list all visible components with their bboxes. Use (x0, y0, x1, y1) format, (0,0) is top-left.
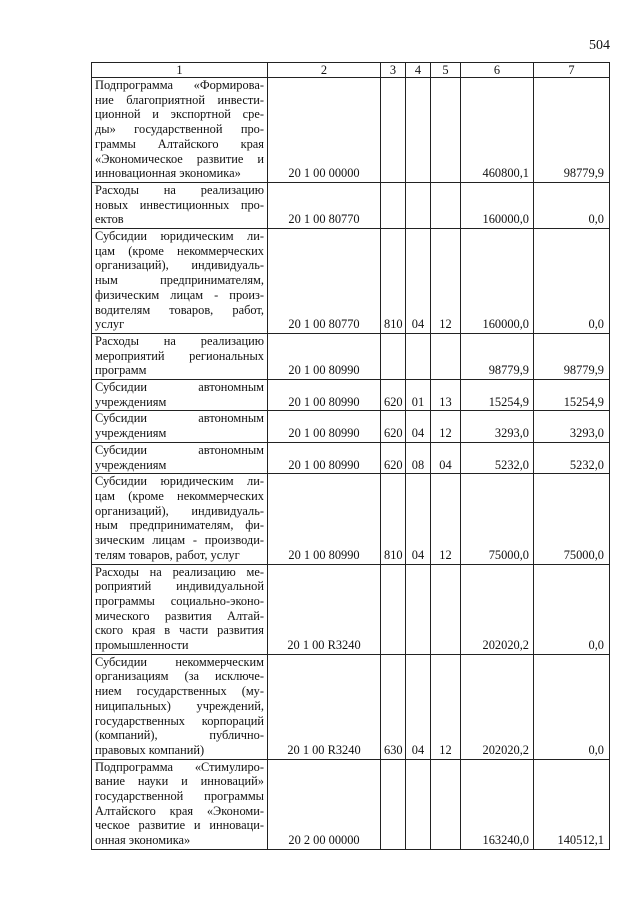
row-col-5: 13 (431, 380, 461, 411)
row-col-4: 04 (406, 474, 431, 564)
description-line: Расходы на реализацию ме- (95, 564, 264, 579)
description-line: Субсидии автономным (95, 380, 264, 395)
row-col-4 (406, 333, 431, 379)
row-description (92, 78, 268, 183)
row-code: 20 1 00 80990 (268, 411, 381, 442)
row-col-3: 630 (381, 654, 406, 759)
header-col-3: 3 (381, 63, 406, 78)
description-line: вание науки и инноваций» (95, 774, 264, 789)
row-col-5 (431, 759, 461, 849)
table-row (92, 442, 610, 473)
description-line: цам (кроме некоммерческих (95, 243, 264, 258)
row-col-3 (381, 182, 406, 228)
row-code: 20 1 00 R3240 (268, 654, 381, 759)
row-code: 20 1 00 00000 (268, 78, 381, 183)
row-code: 20 1 00 80770 (268, 182, 381, 228)
row-description (92, 442, 268, 473)
description-line: учреждениям (95, 457, 167, 472)
table-row (92, 182, 610, 228)
description-line: (компаний), публично- (95, 728, 264, 743)
description-line: граммы Алтайского края (95, 136, 264, 151)
description-line: услуг (95, 317, 125, 332)
row-code: 20 1 00 R3240 (268, 564, 381, 654)
row-description (92, 333, 268, 379)
row-col-6: 15254,9 (461, 380, 534, 411)
description-line: государственных корпораций (95, 713, 264, 728)
table-row (92, 411, 610, 442)
row-col-7: 0,0 (534, 182, 610, 228)
table-row (92, 474, 610, 564)
description-line: Субсидии автономным (95, 442, 264, 457)
description-line: мероприятий региональных (95, 348, 264, 363)
row-col-3 (381, 333, 406, 379)
row-col-7: 5232,0 (534, 442, 610, 473)
row-col-3: 810 (381, 229, 406, 334)
row-col-5: 12 (431, 654, 461, 759)
description-line: Субсидии некоммерческим (95, 654, 264, 669)
description-line: учреждениям (95, 426, 167, 441)
row-col-7: 0,0 (534, 229, 610, 334)
description-line: ционной и экспортной сре- (95, 107, 264, 122)
row-col-4: 04 (406, 411, 431, 442)
description-line: государственной программы (95, 789, 264, 804)
row-col-6: 460800,1 (461, 78, 534, 183)
row-code: 20 1 00 80990 (268, 380, 381, 411)
row-col-4: 01 (406, 380, 431, 411)
description-line: организаций), индивидуаль- (95, 503, 264, 518)
row-col-7: 140512,1 (534, 759, 610, 849)
description-line: программ (95, 363, 147, 378)
row-code: 20 1 00 80990 (268, 442, 381, 473)
table-row (92, 380, 610, 411)
row-col-5: 04 (431, 442, 461, 473)
header-col-2: 2 (268, 63, 381, 78)
header-col-1: 1 (92, 63, 268, 78)
budget-table (91, 62, 610, 850)
description-line: цам (кроме некоммерческих (95, 488, 264, 503)
row-description (92, 759, 268, 849)
row-col-3 (381, 759, 406, 849)
row-col-7: 0,0 (534, 654, 610, 759)
description-line: Субсидии юридическим ли- (95, 474, 264, 489)
row-code: 20 1 00 80770 (268, 229, 381, 334)
description-line: «Экономическое развитие и (95, 151, 264, 166)
page-number: 504 (589, 38, 610, 53)
table-row (92, 564, 610, 654)
row-col-6: 75000,0 (461, 474, 534, 564)
description-line: роприятий индивидуальной (95, 579, 264, 594)
description-line: ектов (95, 212, 124, 227)
header-col-4: 4 (406, 63, 431, 78)
row-col-4: 04 (406, 229, 431, 334)
row-col-4 (406, 564, 431, 654)
row-col-6: 160000,0 (461, 182, 534, 228)
row-col-3 (381, 564, 406, 654)
description-line: водителям товаров, работ, (95, 302, 264, 317)
row-code: 20 2 00 00000 (268, 759, 381, 849)
row-col-7: 98779,9 (534, 333, 610, 379)
row-col-4: 08 (406, 442, 431, 473)
description-line: онная экономика» (95, 833, 191, 848)
row-col-5: 12 (431, 229, 461, 334)
row-code: 20 1 00 80990 (268, 474, 381, 564)
description-line: ным предпринимателям, фи- (95, 518, 264, 533)
description-line: ского края в части развития (95, 623, 264, 638)
row-col-3: 810 (381, 474, 406, 564)
description-line: новых инвестиционных про- (95, 197, 264, 212)
table-row (92, 78, 610, 183)
description-line: учреждениям (95, 394, 167, 409)
table-body (92, 63, 610, 850)
row-description (92, 380, 268, 411)
row-col-6: 160000,0 (461, 229, 534, 334)
table-row (92, 229, 610, 334)
table-row (92, 759, 610, 849)
row-col-3: 620 (381, 380, 406, 411)
description-line: зическим лицам - производи- (95, 533, 264, 548)
row-code: 20 1 00 80990 (268, 333, 381, 379)
description-line: Расходы на реализацию (95, 182, 264, 197)
description-line: Подпрограмма «Стимулиро- (95, 759, 264, 774)
row-col-6: 3293,0 (461, 411, 534, 442)
description-line: Алтайского края «Экономи- (95, 803, 264, 818)
row-col-6: 163240,0 (461, 759, 534, 849)
description-line: ным предпринимателям, (95, 273, 264, 288)
row-col-5 (431, 78, 461, 183)
description-line: мического развития Алтай- (95, 608, 264, 623)
row-col-7: 15254,9 (534, 380, 610, 411)
row-col-3: 620 (381, 411, 406, 442)
row-col-7: 75000,0 (534, 474, 610, 564)
description-line: нием государственных (му- (95, 684, 264, 699)
row-col-4 (406, 182, 431, 228)
description-line: ние благоприятной инвести- (95, 92, 264, 107)
row-col-6: 5232,0 (461, 442, 534, 473)
description-line: правовых компаний) (95, 742, 205, 757)
description-line: инновационная экономика» (95, 166, 241, 181)
table-row (92, 333, 610, 379)
row-description (92, 182, 268, 228)
header-col-5: 5 (431, 63, 461, 78)
description-line: ниципальных) учреждений, (95, 698, 264, 713)
row-col-5 (431, 564, 461, 654)
header-col-6: 6 (461, 63, 534, 78)
description-line: ческое развитие и инноваци- (95, 818, 264, 833)
row-col-4 (406, 759, 431, 849)
header-row (92, 63, 610, 78)
row-description (92, 474, 268, 564)
description-line: Субсидии автономным (95, 411, 264, 426)
header-col-7: 7 (534, 63, 610, 78)
description-line: физическим лицам - произ- (95, 287, 264, 302)
table-row (92, 654, 610, 759)
description-line: промышленности (95, 638, 189, 653)
row-col-6: 202020,2 (461, 654, 534, 759)
description-line: программы социально-эконо- (95, 593, 264, 608)
row-col-5 (431, 333, 461, 379)
row-col-7: 98779,9 (534, 78, 610, 183)
description-line: Расходы на реализацию (95, 333, 264, 348)
row-col-6: 98779,9 (461, 333, 534, 379)
row-col-6: 202020,2 (461, 564, 534, 654)
row-col-5: 12 (431, 474, 461, 564)
description-line: организациям (за исключе- (95, 669, 264, 684)
row-col-3: 620 (381, 442, 406, 473)
row-col-7: 3293,0 (534, 411, 610, 442)
description-line: организаций), индивидуаль- (95, 258, 264, 273)
row-description (92, 654, 268, 759)
row-col-7: 0,0 (534, 564, 610, 654)
description-line: телям товаров, работ, услуг (95, 547, 240, 562)
row-col-4: 04 (406, 654, 431, 759)
row-col-3 (381, 78, 406, 183)
row-description (92, 564, 268, 654)
description-line: Субсидии юридическим ли- (95, 229, 264, 244)
row-description (92, 411, 268, 442)
description-line: ды» государственной про- (95, 122, 264, 137)
row-col-4 (406, 78, 431, 183)
row-col-5 (431, 182, 461, 228)
description-line: Подпрограмма «Формирова- (95, 78, 264, 92)
row-col-5: 12 (431, 411, 461, 442)
row-description (92, 229, 268, 334)
